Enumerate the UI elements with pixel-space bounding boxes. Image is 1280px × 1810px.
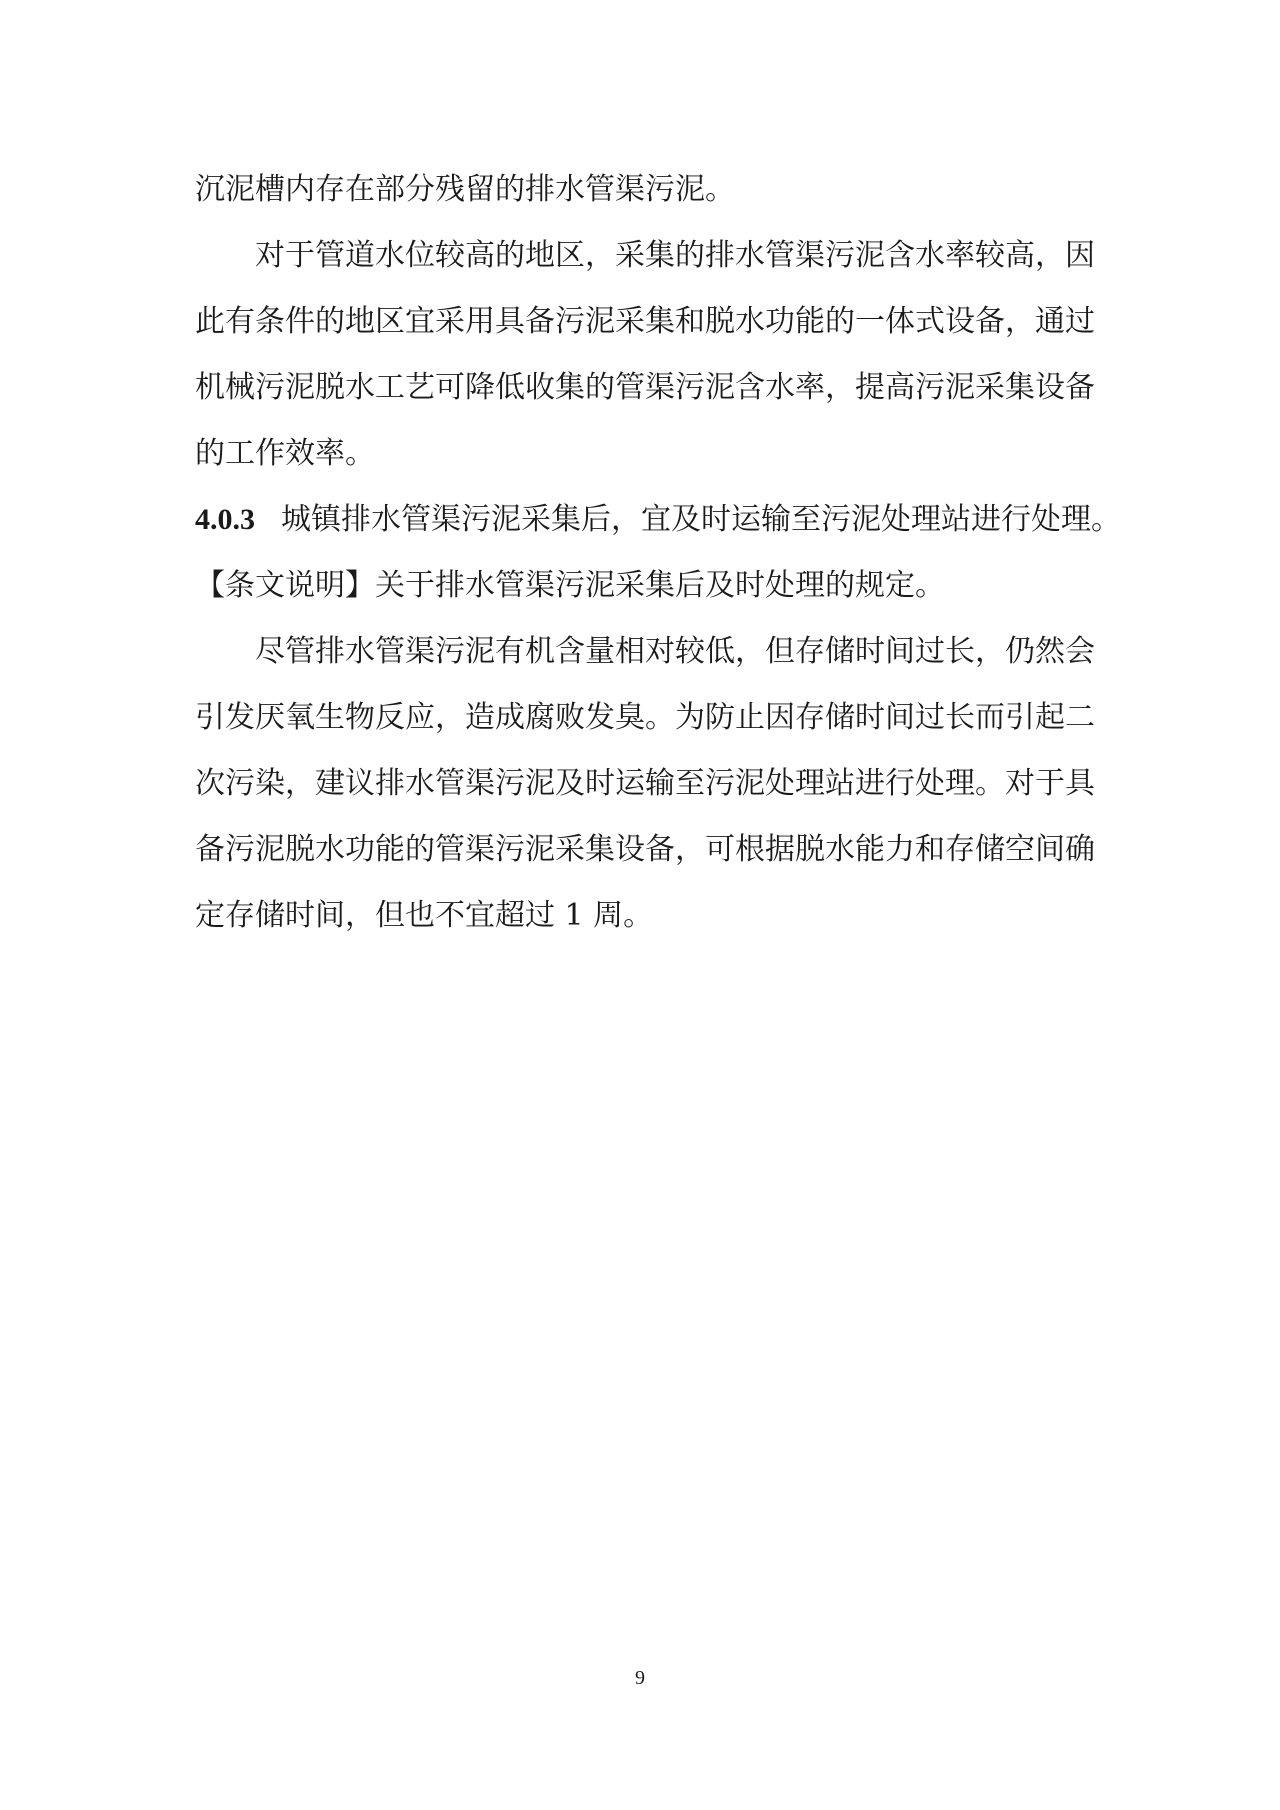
paragraph-moisture-line-3: 机械污泥脱水工艺可降低收集的管渠污泥含水率，提高污泥采集设备 — [195, 370, 1095, 405]
page-number: 9 — [635, 1667, 645, 1689]
paragraph-storage-line-1: 尽管排水管渠污泥有机含量相对较低，但存储时间过长，仍然会 — [255, 634, 1095, 669]
paragraph-moisture-line-2: 此有条件的地区宜采用具备污泥采集和脱水功能的一体式设备，通过 — [195, 304, 1095, 339]
paragraph-storage-line-2: 引发厌氧生物反应，造成腐败发臭。为防止因存储时间过长而引起二 — [195, 700, 1095, 735]
clause-text: 城镇排水管渠污泥采集后，宜及时运输至污泥处理站进行处理。 — [281, 502, 1121, 537]
clause-4-0-3 — [195, 500, 1121, 540]
clause-number: 4.0.3 — [195, 503, 255, 536]
paragraph-storage-line-4: 备污泥脱水功能的管渠污泥采集设备，可根据脱水能力和存储空间确 — [195, 832, 1095, 867]
explanation-heading: 【条文说明】关于排水管渠污泥采集后及时处理的规定。 — [195, 568, 945, 603]
paragraph-storage-line-3: 次污染，建议排水管渠污泥及时运输至污泥处理站进行处理。对于具 — [195, 766, 1095, 801]
paragraph-continuation-line-1: 沉泥槽内存在部分残留的排水管渠污泥。 — [195, 172, 735, 207]
paragraph-storage-line-5: 定存储时间，但也不宜超过 1 周。 — [195, 898, 654, 933]
paragraph-moisture-line-1: 对于管道水位较高的地区，采集的排水管渠污泥含水率较高，因 — [255, 238, 1095, 273]
paragraph-moisture-line-4: 的工作效率。 — [195, 436, 375, 471]
